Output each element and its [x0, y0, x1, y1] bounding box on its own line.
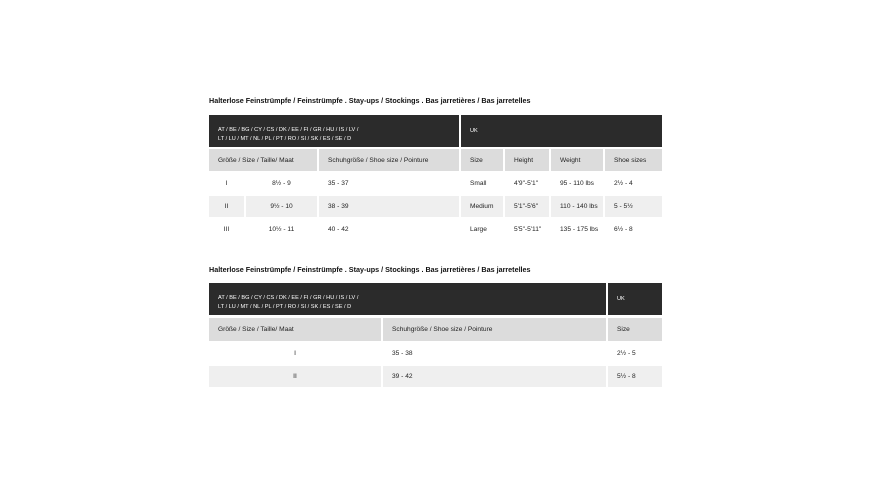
size-roman: I	[294, 350, 296, 357]
table-title: Halterlose Feinstrümpfe / Feinstrümpfe . Stay-ups / Stockings . Bas jarretières / Bas jarretelles	[209, 265, 531, 274]
size-value: 10½ - 11	[268, 226, 295, 233]
uk-size-value: Large	[470, 226, 487, 233]
uk-size-value: 5½ - 8	[608, 366, 662, 387]
shoe-size-value: 38 - 39	[319, 196, 459, 217]
size-roman: I	[225, 180, 228, 187]
size-roman: III	[223, 226, 230, 233]
height-value: 5'5"-5'11"	[514, 226, 542, 233]
uk-header: UK	[461, 115, 662, 147]
column-header-size: Größe / Size / Taille/ Maat	[209, 318, 381, 341]
column-header-uk-size: Size	[461, 149, 503, 171]
eu-countries-line-1: AT / BE / BG / CY / CS / DK / EE / FI / GR / HU / IS / LV /	[218, 294, 359, 301]
size-value: 8½ - 9	[272, 180, 291, 187]
uk-size-value: Medium	[461, 196, 503, 217]
eu-countries-header	[209, 283, 606, 315]
column-header-shoe-sizes: Shoe sizes	[605, 149, 662, 171]
shoe-size-value: 35 - 37	[328, 180, 349, 187]
eu-countries-header	[209, 115, 459, 147]
column-header-height: Height	[505, 149, 549, 171]
weight-value: 110 - 140 lbs	[551, 196, 603, 217]
size-value: 9½ - 10	[246, 196, 317, 217]
eu-countries-line-2: LT / LU / MT / NL / PL / PT / RO / SI / SK / ES / SE / D	[218, 303, 352, 310]
height-value: 4'9"-5'1"	[514, 180, 539, 187]
column-header-shoe-size: Schuhgröße / Shoe size / Pointure	[319, 149, 459, 171]
uk-size-value: 2½ - 5	[617, 350, 636, 357]
size-chart-stockings	[209, 265, 662, 380]
size-roman: II	[209, 196, 244, 217]
column-header-shoe-size: Schuhgröße / Shoe size / Pointure	[383, 318, 606, 341]
eu-countries-line-2: LT / LU / MT / NL / PL / PT / RO / SI / SK / ES / SE / D	[218, 135, 352, 142]
uk-header: UK	[608, 283, 662, 315]
table-title: Halterlose Feinstrümpfe / Feinstrümpfe . Stay-ups / Stockings . Bas jarretières / Bas jarretelles	[209, 96, 531, 105]
size-chart-stay-ups	[209, 96, 662, 233]
size-roman: II	[209, 366, 381, 387]
weight-value: 95 - 110 lbs	[560, 180, 594, 187]
column-header-uk-size: Size	[608, 318, 662, 341]
eu-countries-line-1: AT / BE / BG / CY / CS / DK / EE / FI / GR / HU / IS / LV /	[218, 126, 359, 133]
column-header-size: Größe / Size / Taille/ Maat	[209, 149, 317, 171]
uk-shoe-size-value: 2½ - 4	[614, 180, 633, 187]
uk-size-value: Small	[470, 180, 487, 187]
uk-shoe-size-value: 6½ - 8	[614, 226, 633, 233]
height-value: 5'1"-5'6"	[505, 196, 549, 217]
weight-value: 135 - 175 lbs	[560, 226, 599, 233]
shoe-size-value: 40 - 42	[328, 226, 349, 233]
shoe-size-value: 39 - 42	[383, 366, 606, 387]
shoe-size-value: 35 - 38	[392, 350, 413, 357]
uk-shoe-size-value: 5 - 5½	[605, 196, 662, 217]
column-header-weight: Weight	[551, 149, 603, 171]
